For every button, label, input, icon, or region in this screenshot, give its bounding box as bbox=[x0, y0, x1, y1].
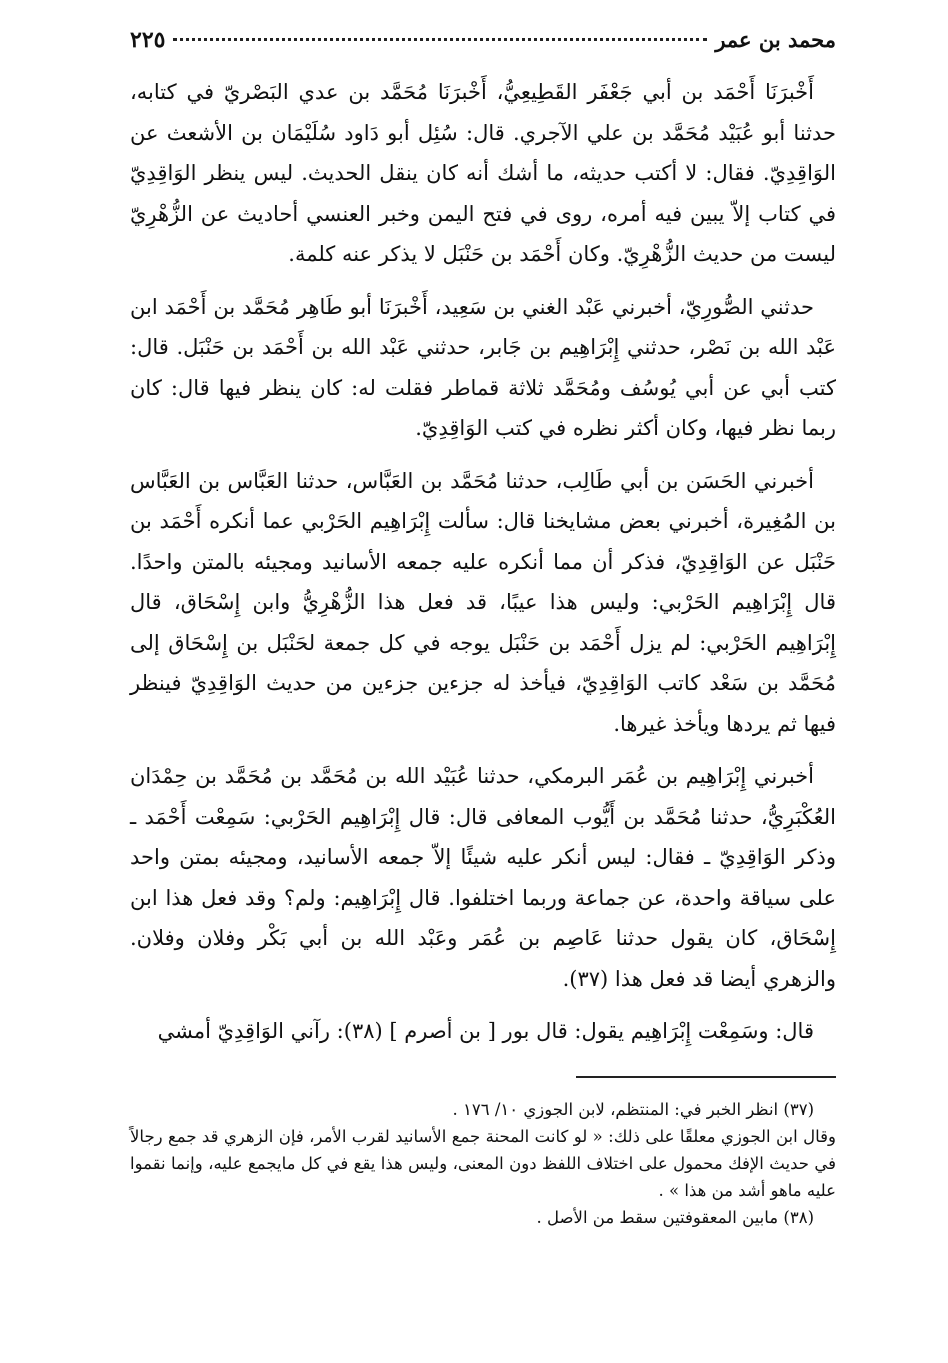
footnotes bbox=[130, 1096, 836, 1231]
footnote-37: (٣٧) انظر الخبر في: المنتظم، لابن الجوزي ١٠/ ١٧٦ . bbox=[452, 1099, 814, 1119]
page-number: ٢٢٥ bbox=[130, 27, 166, 53]
header-dot-leader bbox=[173, 38, 707, 41]
page-header bbox=[130, 26, 836, 58]
paragraph-3: أخبرني الحَسَن بن أبي طَالِب، حدثنا مُحَمَّد بن العَبَّاس، حدثنا العَبَّاس بن العَبَّاس بن المُغِيرة، أخبرني بعض مشايخنا قال: سألت إِبْرَاهِيم الحَرْبي عما أنكره أَحْمَد بن حَنْبَل عن الوَاقِدِيّ، فذكر أن مما أنكره عليه جمعه الأسانيد ومجيئه بالمتن واحدًا. قال إِبْرَاهِيم الحَرْبي: وليس هذا عيبًا، قد فعل هذا الزُّهْرِيُّ وابن إِسْحَاق، قال إِبْرَاهِيم الحَرْبي: لم يزل أَحْمَد بن حَنْبَل يوجه في كل جمعة لحَنْبَل بن إِسْحَاق إلى مُحَمَّد بن سَعْد كاتب الوَاقِدِيّ، فيأخذ له جزءين جزءين من حديث الوَاقِدِيّ فينظر فيها ثم يردها ويأخذ غيرها. bbox=[130, 468, 836, 736]
footnote-separator bbox=[576, 1076, 836, 1078]
paragraph-1: أَخْبرَنَا أَحْمَد بن أبي جَعْفَر القَطِيعِيُّ، أَخْبرَنَا مُحَمَّد بن عدي البَصْريّ في كتابه، حدثنا أبو عُبَيْد مُحَمَّد بن علي الآجري. قال: سُئِل أبو دَاود سُلَيْمَان بن الأشعث عن الوَاقِدِيّ. فقال: لا أكتب حديثه، ما أشك أنه كان ينقل الحديث. ليس ينظر الوَاقِدِيّ في كتاب إلاّ يبين فيه أمره، روى في فتح اليمن وخبر العنسي أحاديث عن الزُّهْرِيّ ليست من حديث الزُّهْرِيّ. وكان أَحْمَد بن حَنْبَل لا يذكر عنه كلمة. bbox=[130, 80, 836, 266]
footnote-38: (٣٨) مابين المعقوفتين سقط من الأصل . bbox=[536, 1207, 814, 1227]
paragraph-2: حدثني الصُّورِيّ، أخبرني عَبْد الغني بن سَعِيد، أَخْبرَنَا أبو طَاهِر مُحَمَّد بن أَحْمَد ابن عَبْد الله بن نَصْر، حدثني إِبْرَاهِيم بن جَابر، حدثني عَبْد الله بن أَحْمَد بن حَنْبَل. قال: كتب أبي عن أبي يُوسُف ومُحَمَّد ثلاثة قماطر فقلت له: كان ينظر فيها قال: كان ربما نظر فيها، وكان أكثر نظره في كتب الوَاقِدِيّ. bbox=[130, 294, 836, 440]
paragraph-5: قال: وسَمِعْت إِبْرَاهِيم يقول: قال بور [ بن أصرم ] (٣٨): رآني الوَاقِدِيّ أمشي bbox=[157, 1019, 814, 1043]
paragraph-4: أخبرني إِبْرَاهِيم بن عُمَر البرمكي، حدثنا عُبَيْد الله بن مُحَمَّد بن مُحَمَّد بن حِمْدَان العُكْبَرِيُّ، حدثنا مُحَمَّد بن أَيُّوب المعافى قال: قال إِبْرَاهِيم الحَرْبي: سَمِعْت أَحْمَد ـ وذكر الوَاقِدِيّ ـ فقال: ليس أنكر عليه شيئًا إلاّ جمعه الأسانيد، ومجيئه بمتن واحد على سياقة واحدة، عن جماعة وربما اختلفوا. قال إِبْرَاهِيم: ولم؟ وقد فعل هذا ابن إِسْحَاق، كان يقول حدثنا عَاصِم بن عُمَر وعَبْد الله بن أبي بَكْر وفلان وفلان. والزهري أيضا قد فعل هذا (٣٧). bbox=[130, 764, 836, 991]
footnote-37-comment: وقال ابن الجوزي معلقًا على ذلك: « لو كانت المحنة جمع الأسانيد لقرب الأمر، فإن الزهري قد جمع رجالاً في حديث الإفك محمول على اختلاف اللفظ دون المعنى، وليس هذا يقع في كل مايجمع عليه، وإنما نقموا عليه ماهو أشد من هذا » . bbox=[130, 1126, 836, 1200]
running-title: محمد بن عمر bbox=[715, 27, 836, 52]
main-text bbox=[130, 72, 836, 1052]
